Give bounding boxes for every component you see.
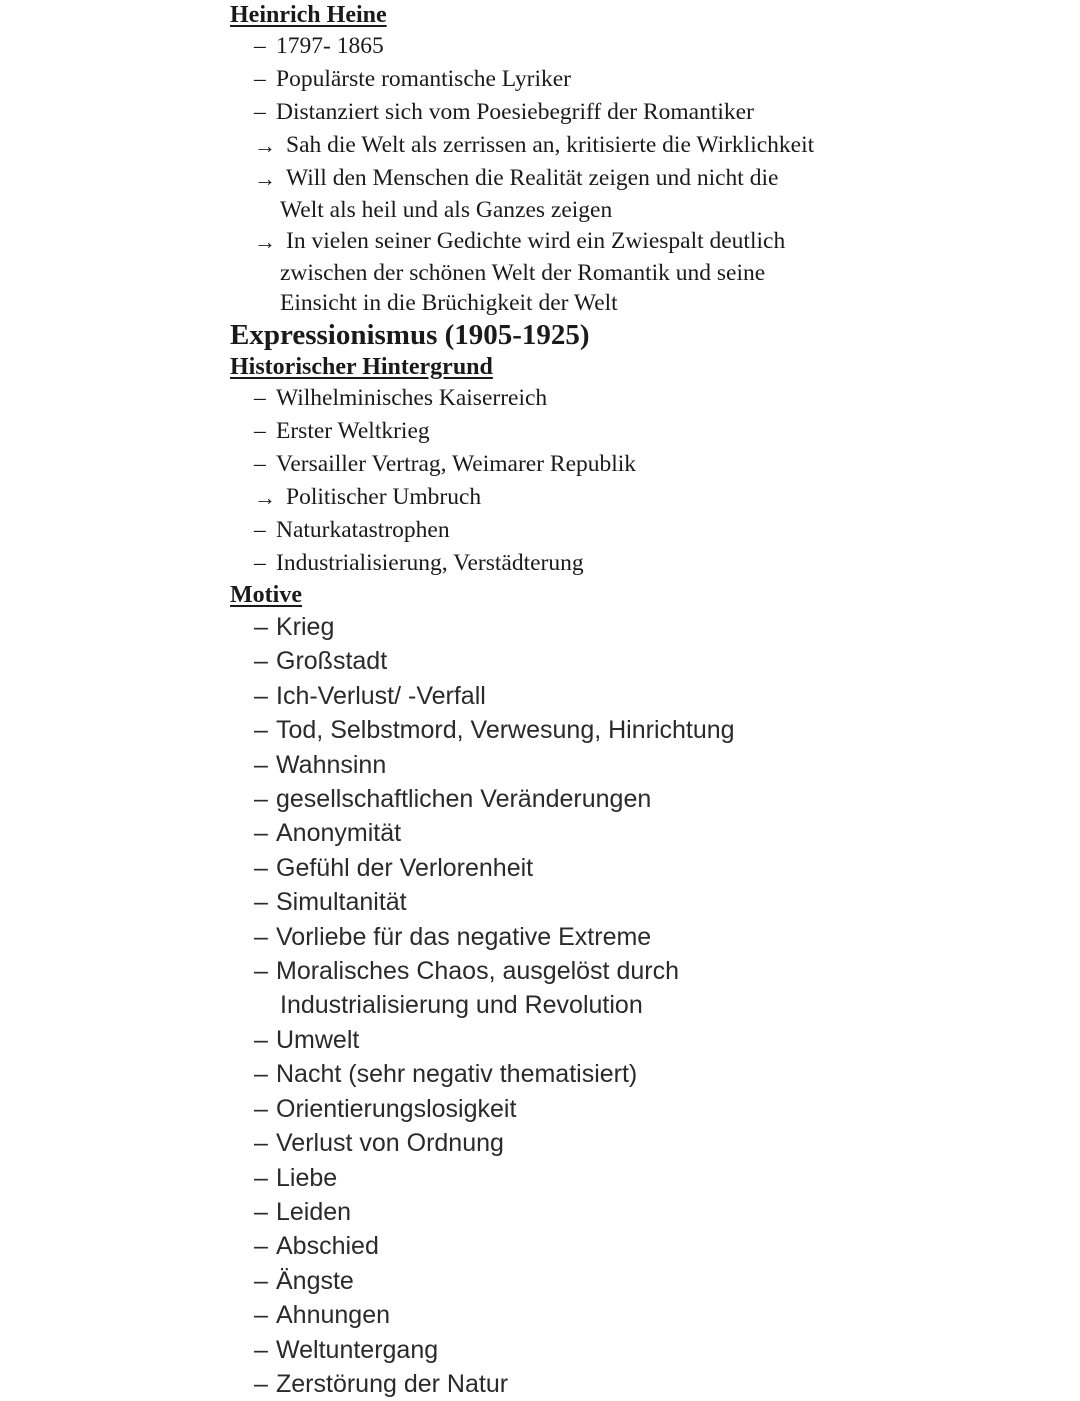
list-item: [230, 1057, 1050, 1091]
item-text: Zerstörung der Natur: [276, 1369, 509, 1398]
list-hintergrund: [230, 382, 1050, 580]
item-text: Simultanität: [276, 888, 407, 917]
dash-marker: –: [254, 785, 268, 814]
list-item: [230, 954, 1050, 1023]
item-text: Erster Weltkrieg: [276, 418, 430, 444]
dash-marker: –: [254, 1266, 268, 1295]
item-text: Sah die Welt als zerrissen an, kritisierte die Wirklichkeit: [286, 132, 815, 158]
dash-marker: –: [254, 1163, 268, 1192]
item-text-continuation: Einsicht in die Brüchigkeit der Welt: [280, 290, 618, 316]
list-item: [230, 610, 1050, 644]
item-text: Industrialisierung, Verstädterung: [276, 550, 584, 576]
list-item: [230, 1092, 1050, 1126]
heading-historischer-hintergrund: Historischer Hintergrund: [230, 354, 493, 380]
list-item: [230, 481, 1050, 514]
dash-marker: –: [254, 716, 268, 745]
list-heine: [230, 30, 1050, 318]
item-text: Krieg: [276, 613, 335, 641]
dash-marker: –: [254, 1301, 268, 1330]
list-item: [230, 1126, 1050, 1160]
item-text: In vielen seiner Gedichte wird ein Zwiespalt deutlich: [286, 228, 786, 254]
item-text: Verlust von Ordnung: [276, 1129, 504, 1158]
dash-marker: –: [254, 819, 268, 848]
list-item: [230, 162, 1050, 225]
list-item: [230, 1367, 1050, 1401]
dash-marker: –: [254, 1197, 268, 1226]
item-text: Populärste romantische Lyriker: [276, 66, 571, 92]
item-text: Nacht (sehr negativ thematisiert): [276, 1060, 638, 1089]
item-text: Anonymität: [276, 819, 402, 848]
item-text: Ich-Verlust/ -Verfall: [276, 681, 486, 710]
item-text: Moralisches Chaos, ausgelöst durch: [276, 957, 679, 986]
list-item: [230, 851, 1050, 885]
dash-marker: –: [254, 66, 266, 92]
list-item: [230, 1229, 1050, 1263]
item-text: Weltuntergang: [276, 1335, 439, 1364]
item-text: Leiden: [276, 1197, 352, 1226]
item-text: Politischer Umbruch: [286, 484, 482, 510]
item-text: Will den Menschen die Realität zeigen und nicht die: [286, 165, 779, 191]
arrow-right-icon: →: [254, 229, 276, 254]
list-item: [230, 816, 1050, 850]
item-text-continuation: Industrialisierung und Revolution: [280, 991, 643, 1020]
item-text: Liebe: [276, 1163, 338, 1192]
item-text: Vorliebe für das negative Extreme: [276, 922, 652, 951]
list-item: [230, 448, 1050, 481]
list-item: [230, 1298, 1050, 1332]
list-item: [230, 782, 1050, 816]
list-item: [230, 644, 1050, 678]
item-text: Distanziert sich vom Poesiebegriff der Romantiker: [276, 99, 754, 125]
dash-marker: –: [254, 1129, 268, 1158]
list-item: [230, 547, 1050, 580]
dash-marker: –: [254, 550, 266, 576]
heading-motive: Motive: [230, 582, 302, 608]
item-text: Naturkatastrophen: [276, 517, 450, 543]
item-text: Ängste: [276, 1266, 354, 1295]
item-text: Umwelt: [276, 1025, 360, 1054]
list-item: [230, 30, 1050, 63]
dash-marker: –: [254, 517, 266, 543]
item-text: Gefühl der Verlorenheit: [276, 853, 534, 882]
heading-expressionismus: Expressionismus (1905-1925): [230, 319, 590, 351]
list-item: [230, 920, 1050, 954]
heading-heinrich-heine: Heinrich Heine: [230, 2, 387, 28]
dash-marker: –: [254, 1232, 268, 1261]
list-item: [230, 382, 1050, 415]
item-text: gesellschaftlichen Veränderungen: [276, 785, 652, 814]
arrow-right-icon: →: [254, 166, 276, 191]
list-item: [230, 1195, 1050, 1229]
dash-marker: –: [254, 957, 268, 986]
dash-marker: –: [254, 922, 268, 951]
item-text: Versailler Vertrag, Weimarer Republik: [276, 451, 637, 477]
dash-marker: –: [254, 1369, 268, 1398]
list-item: [230, 415, 1050, 448]
list-item: [230, 129, 1050, 162]
list-item: [230, 713, 1050, 747]
list-item: [230, 1264, 1050, 1298]
dash-marker: –: [254, 853, 268, 882]
dash-marker: –: [254, 385, 266, 411]
item-text: Wahnsinn: [276, 750, 387, 779]
arrow-right-icon: →: [254, 485, 276, 510]
arrow-right-icon: →: [254, 133, 276, 158]
dash-marker: –: [254, 1060, 268, 1089]
list-item: [230, 748, 1050, 782]
dash-marker: –: [254, 647, 268, 676]
item-text: Orientierungslosigkeit: [276, 1094, 517, 1123]
list-item: [230, 514, 1050, 547]
item-text: Großstadt: [276, 647, 388, 676]
dash-marker: –: [254, 99, 266, 125]
list-motive: [230, 610, 1050, 1401]
dash-marker: –: [254, 1335, 268, 1364]
dash-marker: –: [254, 613, 268, 641]
dash-marker: –: [254, 451, 266, 477]
list-item: [230, 96, 1050, 129]
dash-marker: –: [254, 750, 268, 779]
dash-marker: –: [254, 418, 266, 444]
list-item: [230, 63, 1050, 96]
item-text: Ahnungen: [276, 1301, 391, 1330]
list-item: [230, 225, 1050, 318]
dash-marker: –: [254, 1094, 268, 1123]
document-page: [230, 0, 1050, 1401]
list-item: [230, 679, 1050, 713]
list-item: [230, 885, 1050, 919]
list-item: [230, 1161, 1050, 1195]
item-text-continuation: Welt als heil und als Ganzes zeigen: [280, 197, 613, 223]
item-text: 1797- 1865: [276, 33, 384, 59]
dash-marker: –: [254, 1025, 268, 1054]
dash-marker: –: [254, 681, 268, 710]
item-text-continuation: zwischen der schönen Welt der Romantik und seine: [280, 260, 766, 286]
list-item: [230, 1023, 1050, 1057]
dash-marker: –: [254, 888, 268, 917]
item-text: Wilhelminisches Kaiserreich: [276, 385, 548, 411]
item-text: Abschied: [276, 1232, 379, 1261]
dash-marker: –: [254, 33, 266, 59]
item-text: Tod, Selbstmord, Verwesung, Hinrichtung: [276, 716, 735, 745]
list-item: [230, 1333, 1050, 1367]
